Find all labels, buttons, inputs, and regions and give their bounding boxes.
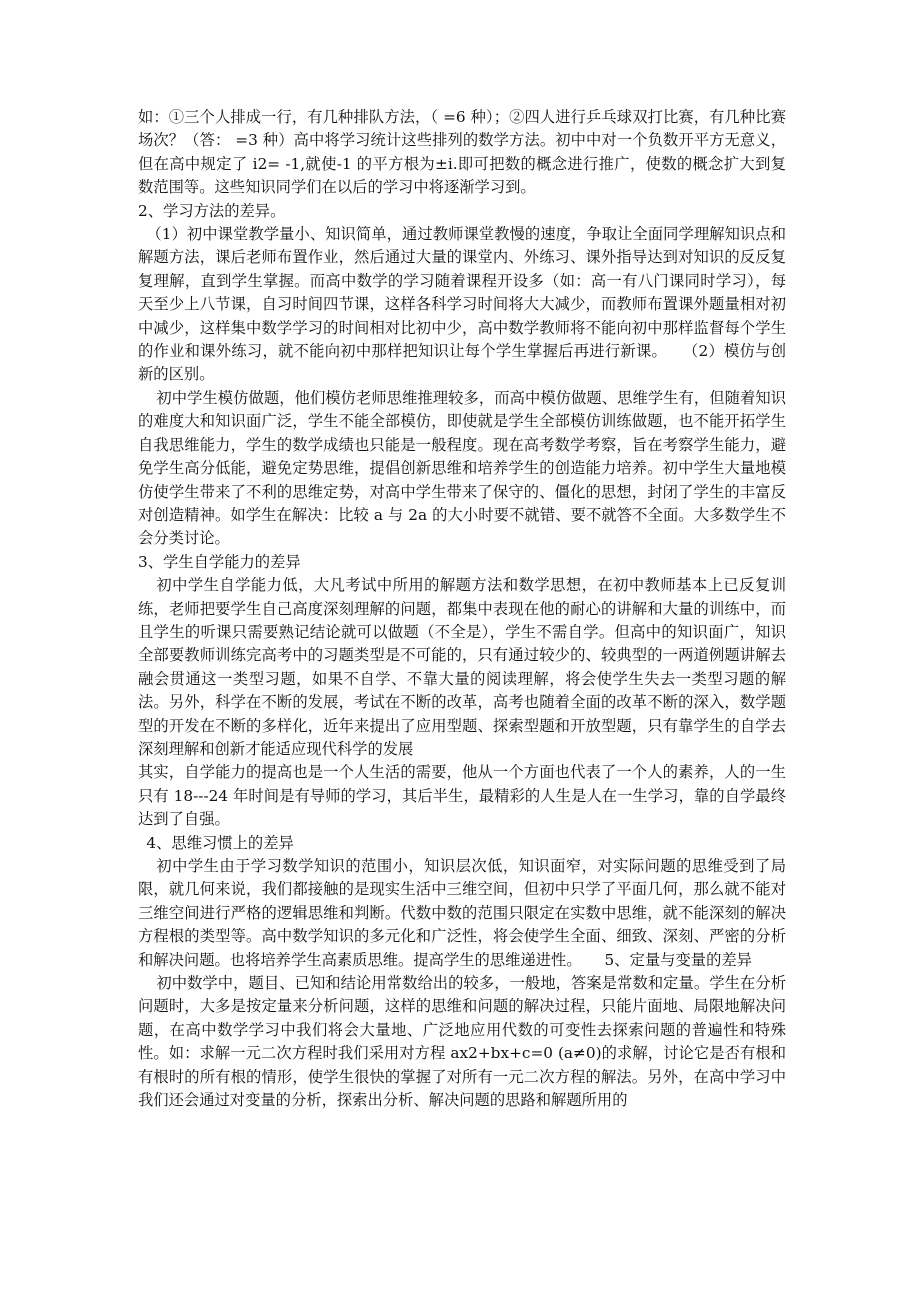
paragraph-constants-variables: 初中数学中，题目、已知和结论用常数给出的较多，一般地，答案是常数和定量。学生在分析问题时，大多是按定量来分析问题，这样的思维和问题的解决过程，只能片面地、局限地解决问题，在高中数学学习中我们将会大量地、广泛地应用代数的可变性去探索问题的普遍性和特殊性。如：求解一元二次方程时我们采用对方程 ax2+bx+c=0 (a≠0)的求解，讨论它是否有根和有根时的所有根的情形，使学生很快的掌握了对所有一元二次方程的解法。另外，在高中学习中我们还会通过对变量的分析，探索出分析、解决问题的思路和解题所用的: [138, 974, 786, 1110]
paragraph-classroom-teaching: （1）初中课堂教学量小、知识简单，通过教师课堂教慢的速度，争取让全面同学理解知识点和解题方法，课后老师布置作业，然后通过大量的课堂内、外练习、课外指导达到对知识的反反复复理解，直到学生掌握。而高中数学的学习随着课程开设多（如：高一有八门课同时学习），每天至少上八节课，自习时间四节课，这样各科学习时间将大大减少，而教师布置课外题量相对初中减少，这样集中数学学习的时间相对比初中少，高中数学教师将不能向初中那样监督每个学生的作业和课外练习，就不能向初中那样把知识让每个学生掌握后再进行新课。 （2）模仿与创新的区别。: [138, 225, 786, 384]
paragraph-thinking-habits: 初中学生由于学习数学知识的范围小，知识层次低，知识面窄，对实际问题的思维受到了局限，就几何来说，我们都接触的是现实生活中三维空间，但初中只学了平面几何，那么就不能对三维空间进行严格的逻辑思维和判断。代数中数的范围只限定在实数中思维，就不能深刻的解决方程根的类型等。高中数学知识的多元化和广泛性，将会使学生全面、细致、深刻、严密的分析和解决问题。也将培养学生高素质思维。提高学生的思维递进性。 5、定量与变量的差异: [138, 857, 786, 969]
paragraph-imitation-vs-innovation: 初中学生模仿做题，他们模仿老师思维推理较多，而高中模仿做题、思维学生有，但随着知识的难度大和知识面广泛，学生不能全部模仿，即使就是学生全部模仿训练做题，也不能开拓学生自我思维能力，学生的数学成绩也只能是一般程度。现在高考数学考察，旨在考察学生能力，避免学生高分低能，避免定势思维，提倡创新思维和培养学生的创造能力培养。初中学生大量地模仿使学生带来了不利的思维定势，对高中学生带来了保守的、僵化的思想，封闭了学生的丰富反对创造精神。如学生在解决：比较 a 与 2a 的大小时要不就错、要不就答不全面。大多数学生不会分类讨论。: [138, 388, 786, 548]
paragraph-self-study: 初中学生自学能力低，大凡考试中所用的解题方法和数学思想，在初中教师基本上已反复训练，老师把要学生自己高度深刻理解的问题，都集中表现在他的耐心的讲解和大量的训练中，而且学生的听课只需要熟记结论就可以做题（不全是），学生不需自学。但高中的知识面广，知识全部要教师训练完高考中的习题类型是不可能的，只有通过较少的、较典型的一两道例题讲解去融会贯通这一类型习题，如果不自学、不靠大量的阅读理解，将会使学生失去一类型习题的解法。另外，科学在不断的发展，考试在不断的改革，高考也随着全面的改革不断的深入，数学题型的开发在不断的多样化，近年来提出了应用型题、探索型题和开放型题，只有靠学生的自学去深刻理解和创新才能适应现代科学的发展: [138, 576, 786, 758]
paragraph-permutation-examples: 如：①三个人排成一行，有几种排队方法，（ =6 种）；②四人进行乒乓球双打比赛，有几种比赛场次？（答： =3 种）高中将学习统计这些排列的数学方法。初中中对一个负数开平方无意义，但在高中规定了 i2= -1,就使-1 的平方根为±i.即可把数的概念进行推广，使数的概念扩大到复数范围等。这些知识同学们在以后的学习中将逐渐学习到。: [138, 108, 786, 197]
document-body: [138, 106, 786, 1112]
heading-self-study-difference: 3、学生自学能力的差异: [138, 552, 301, 571]
paragraph-self-study-life: 其实，自学能力的提高也是一个人生活的需要，他从一个方面也代表了一个人的素养，人的一生只有 18---24 年时间是有导师的学习，其后半生，最精彩的人生是人在一生学习，靠的自学最终达到了自强。: [138, 763, 786, 829]
heading-learning-method-difference: 2、学习方法的差异。: [138, 201, 286, 220]
heading-thinking-habit-difference: 4、思维习惯上的差异: [146, 833, 294, 852]
